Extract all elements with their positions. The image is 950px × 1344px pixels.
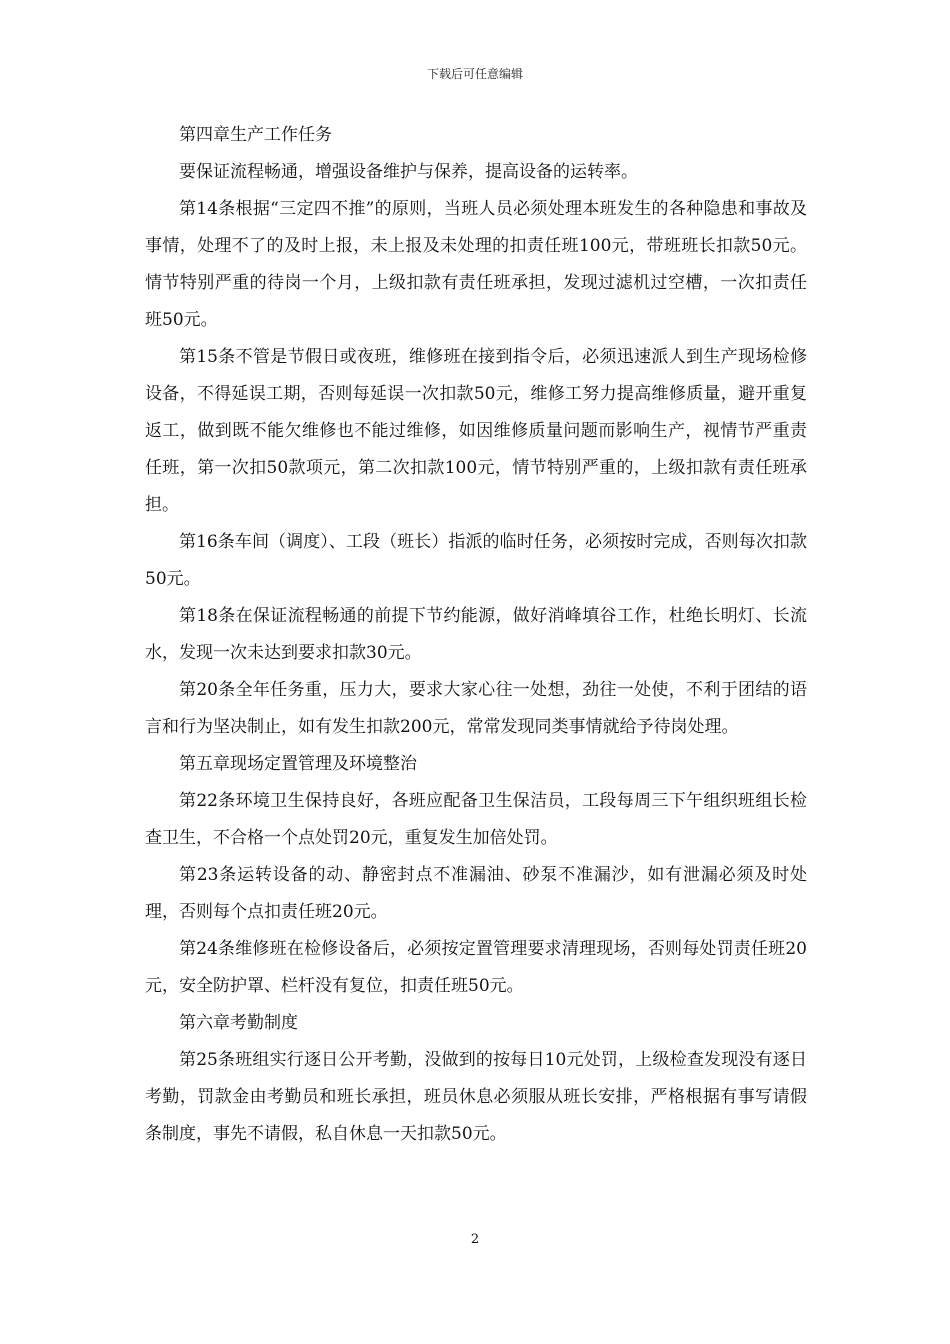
intro-paragraph: 要保证流程畅通，增强设备维护与保养，提高设备的运转率。: [179, 162, 638, 182]
article-20: 第20条全年任务重，压力大，要求大家心往一处想，劲往一处使，不利于团结的语言和行为坚决制止，如有发生扣款200元，常常发现同类事情就给予待岗处理。: [145, 680, 807, 737]
article-24: 第24条维修班在检修设备后，必须按定置管理要求清理现场，否则每处罚责任班20元，安全防护罩、栏杆没有复位，扣责任班50元。: [145, 939, 807, 996]
article-18: 第18条在保证流程畅通的前提下节约能源，做好消峰填谷工作，杜绝长明灯、长流水，发现一次未达到要求扣款30元。: [145, 606, 807, 663]
chapter-6-heading: 第六章考勤制度: [179, 1013, 298, 1033]
chapter-5-heading: 第五章现场定置管理及环境整治: [179, 754, 417, 774]
article-23: 第23条运转设备的动、静密封点不准漏油、砂泵不准漏沙，如有泄漏必须及时处理，否则每个点扣责任班20元。: [145, 865, 807, 922]
article-15: 第15条不管是节假日或夜班，维修班在接到指令后，必须迅速派人到生产现场检修设备，不得延误工期，否则每延误一次扣款50元，维修工努力提高维修质量，避开重复返工，做到既不能欠维修也不能过维修，如因维修质量问题而影响生产，视情节严重责任班，第一次扣50款项元，第二次扣款100元，情节特别严重的，上级扣款有责任班承担。: [145, 347, 807, 515]
article-16: 第16条车间（调度）、工段（班长）指派的临时任务，必须按时完成，否则每次扣款50元。: [145, 532, 807, 589]
document-body: [145, 117, 807, 1153]
article-14: 第14条根据“三定四不推”的原则，当班人员必须处理本班发生的各种隐患和事故及事情，处理不了的及时上报，未上报及未处理的扣责任班100元，带班班长扣款50元。情节特别严重的待岗一个月，上级扣款有责任班承担，发现过滤机过空槽，一次扣责任班50元。: [145, 199, 807, 330]
article-22: 第22条环境卫生保持良好，各班应配备卫生保洁员，工段每周三下午组织班组长检查卫生，不合格一个点处罚20元，重复发生加倍处罚。: [145, 791, 807, 848]
article-25: 第25条班组实行逐日公开考勤，没做到的按每日10元处罚，上级检查发现没有逐日考勤，罚款金由考勤员和班长承担，班员休息必须服从班长安排，严格根据有事写请假条制度，事先不请假，私自休息一天扣款50元。: [145, 1050, 807, 1144]
page-number: 2: [470, 1232, 480, 1247]
page-header: 下载后可任意编辑: [426, 67, 523, 81]
chapter-4-heading: 第四章生产工作任务: [179, 125, 332, 145]
